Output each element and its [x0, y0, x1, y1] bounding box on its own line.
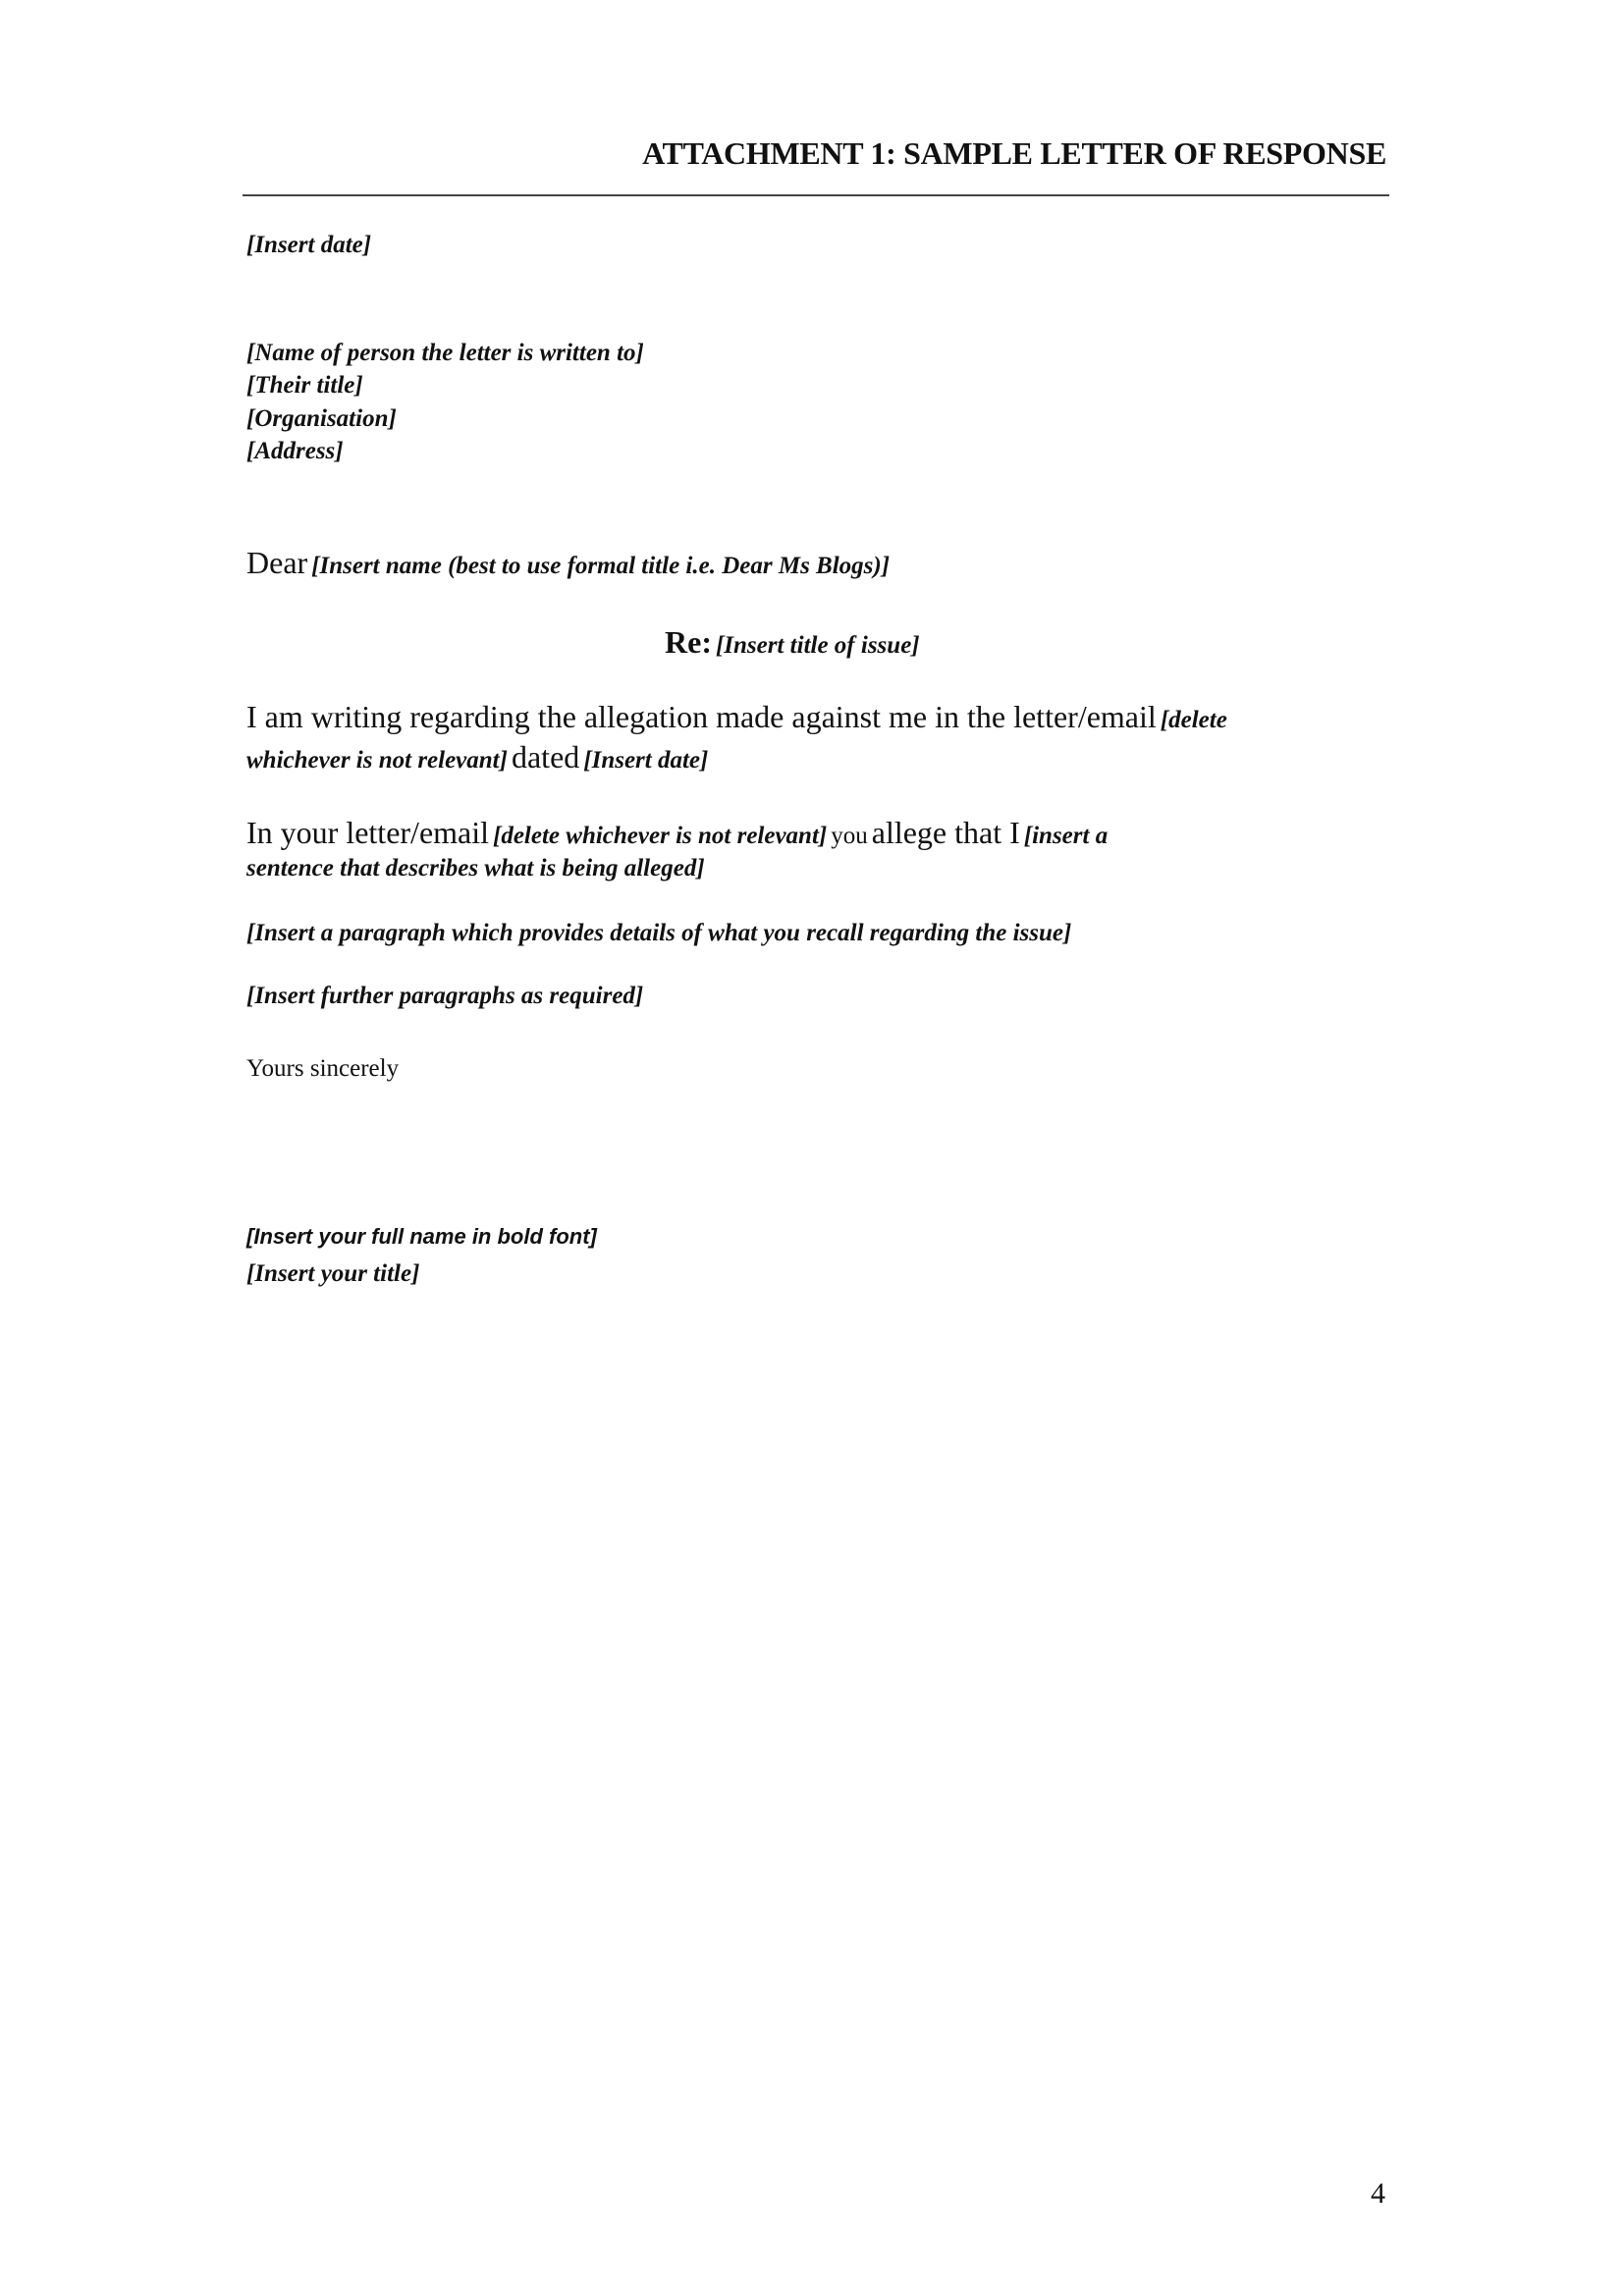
paragraph-note: [Insert date] — [583, 747, 709, 774]
page-title: ATTACHMENT 1: SAMPLE LETTER OF RESPONSE — [642, 135, 1386, 171]
paragraph-4: [Insert further paragraphs as required] — [246, 983, 644, 1009]
page-number: 4 — [1371, 2177, 1385, 2210]
re-label: Re: — [665, 624, 712, 660]
paragraph-text: dated — [511, 739, 580, 774]
recipient-address: [Address] — [246, 438, 344, 464]
salutation-name: [Insert name (best to use formal title i.e. Dear Ms Blogs)] — [311, 553, 891, 579]
paragraph-text: I am writing regarding the allegation made against me in the letter/email — [246, 699, 1157, 734]
letter-date: [Insert date] — [246, 232, 372, 258]
re-title: [Insert title of issue] — [715, 632, 920, 659]
salutation — [246, 545, 890, 581]
paragraph-note: [delete — [1160, 707, 1227, 733]
signature-name: [Insert your full name in bold font] — [246, 1224, 597, 1249]
recipient-name: [Name of person the letter is written to] — [246, 340, 644, 366]
paragraph-3: [Insert a paragraph which provides details of what you recall regarding the issue] — [246, 920, 1072, 946]
paragraph-note: [insert a — [1023, 823, 1109, 849]
signature-title: [Insert your title] — [246, 1260, 420, 1287]
paragraph-text: In your letter/email — [246, 815, 490, 850]
re-line — [665, 624, 920, 661]
paragraph-text: you — [831, 823, 868, 849]
paragraph-1-line-2 — [246, 739, 708, 775]
paragraph-note: whichever is not relevant] — [246, 747, 508, 774]
paragraph-2-line-2: sentence that describes what is being alleged] — [246, 855, 705, 881]
paragraph-2-line-1 — [246, 815, 1108, 851]
recipient-organisation: [Organisation] — [246, 405, 397, 432]
salutation-dear: Dear — [246, 545, 308, 580]
paragraph-text: allege that I — [871, 815, 1020, 850]
recipient-title: [Their title] — [246, 372, 363, 399]
paragraph-note: [delete whichever is not relevant] — [493, 823, 828, 849]
header-divider — [243, 194, 1389, 196]
closing: Yours sincerely — [246, 1055, 400, 1082]
paragraph-1-line-1 — [246, 699, 1227, 735]
